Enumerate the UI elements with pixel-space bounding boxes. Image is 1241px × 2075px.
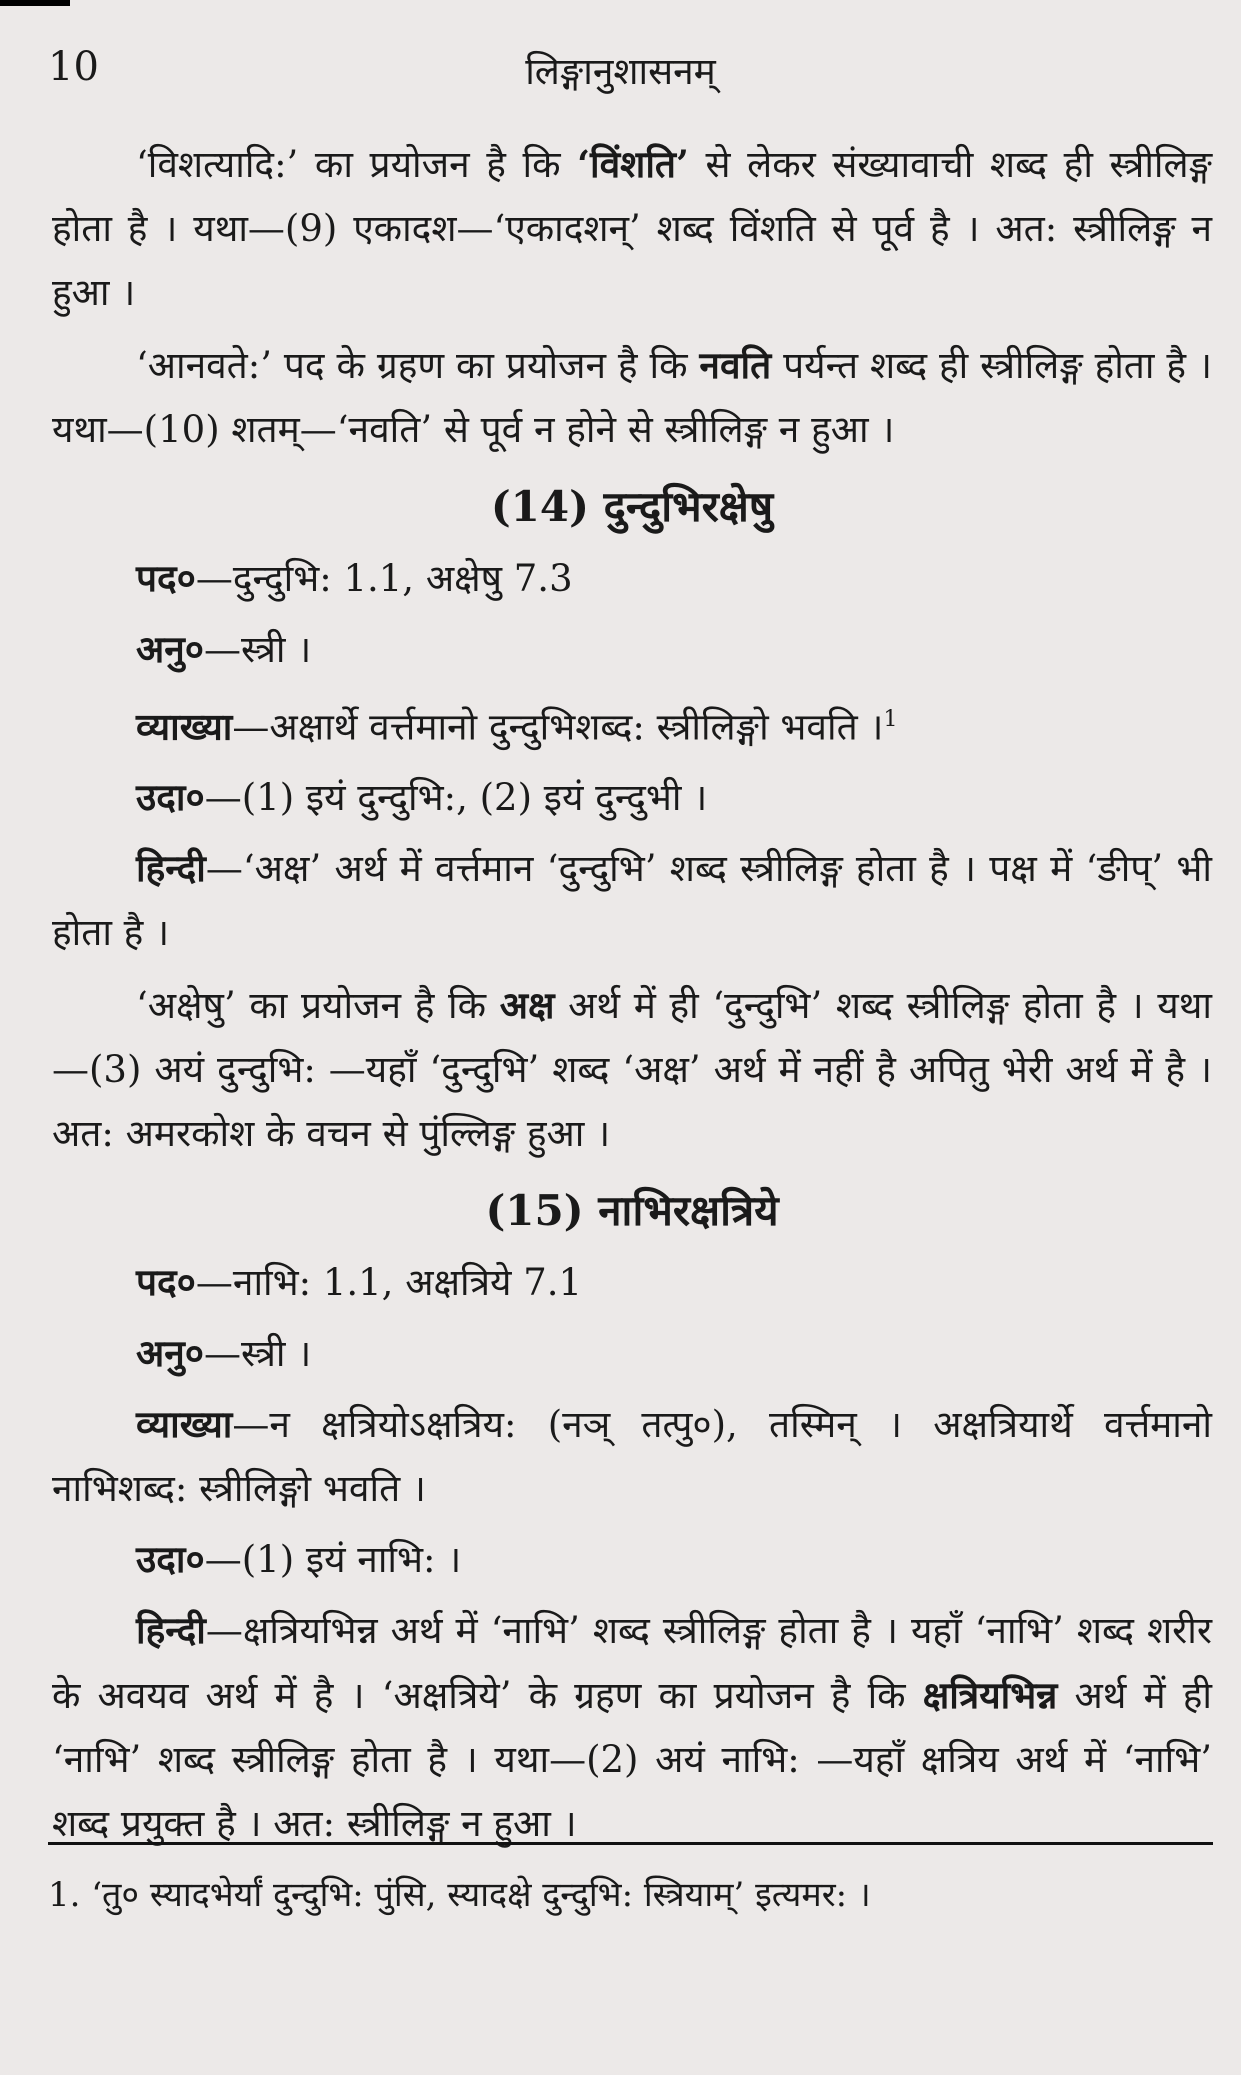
- intro-paragraph-1: ‘विशत्यादि:’ का प्रयोजन है कि ‘विंशति’ से लेकर संख्यावाची शब्द ही स्त्रीलिङ्ग होता है । यथा—(9) एकादश—‘एकादशन्’ शब्द विंशति से पूर्व है । अत: स्त्रीलिङ्ग न हुआ ।: [52, 142, 1213, 314]
- sutra-14-hindi: हिन्दी—‘अक्ष’ अर्थ में वर्त्तमान ‘दुन्दुभि’ शब्द स्त्रीलिङ्ग होता है । पक्ष में ‘ङीप्’ भी होता है ।: [52, 846, 1212, 955]
- page-header: [48, 38, 1193, 98]
- footnote-reference: 1: [883, 707, 898, 732]
- sutra-15-vyakhya: व्याख्या—न क्षत्रियोऽक्षत्रिय: (नञ् तत्पु०), तस्मिन् । अक्षत्रियार्थे वर्त्तमानो नाभिशब्द: स्त्रीलिङ्गो भवति ।: [52, 1402, 1212, 1511]
- intro-paragraph-2: ‘आनवते:’ पद के ग्रहण का प्रयोजन है कि नवति पर्यन्त शब्द ही स्त्रीलिङ्ग होता है । यथा—(10) शतम्—‘नवति’ से पूर्व न होने से स्त्रीलिङ्ग न हुआ ।: [52, 343, 1212, 451]
- running-title: लिङ्गानुशासनम्: [525, 50, 716, 93]
- footnote-divider: [48, 1842, 1213, 1845]
- bold-term-navati: नवति: [699, 343, 772, 387]
- sutra-15-uda: उदा०—(1) इयं नाभि: ।: [136, 1537, 462, 1582]
- bold-term-aksha: अक्ष: [499, 983, 555, 1028]
- bold-term-vimshati: ‘विंशति’: [577, 142, 689, 186]
- sutra-15-anu: अनु०—स्त्री ।: [136, 1331, 312, 1376]
- sutra-14-uda: उदा०—(1) इयं दुन्दुभि:, (2) इयं दुन्दुभी ।: [136, 775, 708, 820]
- corner-mark: [0, 0, 70, 6]
- sutra-14-pada: पद०—दुन्दुभि: 1.1, अक्षेषु 7.3: [136, 556, 573, 600]
- sutra-14-heading: (14) दुन्दुभिरक्षेषु: [490, 482, 774, 531]
- sutra-15-hindi: हिन्दी—क्षत्रियभिन्न अर्थ में ‘नाभि’ शब्द स्त्रीलिङ्ग होता है । यहाँ ‘नाभि’ शब्द शरीर के अवयव अर्थ में है । ‘अक्षत्रिये’ के ग्रहण का प्रयोजन है कि क्षत्रियभिन्न अर्थ में ही ‘नाभि’ शब्द स्त्रीलिङ्ग होता है । यथा—(2) अयं नाभि: —यहाँ क्षत्रिय अर्थ में ‘नाभि’ शब्द प्रयुक्त है । अत: स्त्रीलिङ्ग न हुआ ।: [52, 1608, 1212, 1846]
- sutra-14-anu: अनु०—स्त्री ।: [136, 627, 312, 671]
- sutra-15-heading: (15) नाभिरक्षत्रिये: [485, 1186, 779, 1236]
- sutra-14-note: ‘अक्षेषु’ का प्रयोजन है कि अक्ष अर्थ में ही ‘दुन्दुभि’ शब्द स्त्रीलिङ्ग होता है । यथा—(3) अयं दुन्दुभि: —यहाँ ‘दुन्दुभि’ शब्द ‘अक्ष’ अर्थ में नहीं है अपितु भेरी अर्थ में है । अत: अमरकोश के वचन से पुंल्लिङ्ग हुआ ।: [52, 983, 1212, 1156]
- footnote: 1. ‘तु० स्यादभेर्यां दुन्दुभि: पुंसि, स्यादक्षे दुन्दुभि: स्त्रियाम्’ इत्यमर: ।: [48, 1875, 871, 1915]
- page-number: 10: [48, 44, 99, 90]
- sutra-14-vyakhya: व्याख्या—अक्षार्थे वर्त्तमानो दुन्दुभिशब्द: स्त्रीलिङ्गो भवति ।$^1$: [136, 704, 898, 749]
- sutra-15-pada: पद०—नाभि: 1.1, अक्षत्रिये 7.1: [136, 1260, 583, 1305]
- body-text: [52, 132, 1212, 1856]
- bold-term-kshatriyabhinna: क्षत्रियभिन्न: [922, 1673, 1058, 1718]
